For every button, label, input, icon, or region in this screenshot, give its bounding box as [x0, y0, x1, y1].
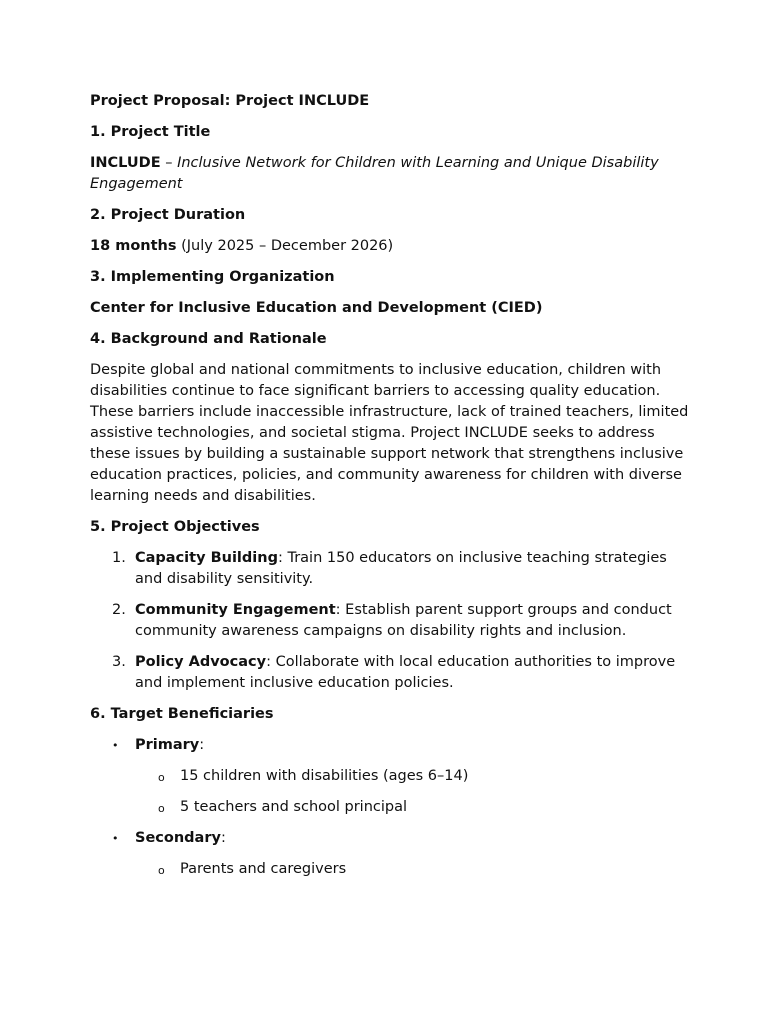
sub-bullet-icon: o — [158, 771, 165, 784]
background-paragraph: Despite global and national commitments to inclusive education, children with disabilities continue to face significant barriers to accessing quality education. These barriers include inaccessible infrastructure, lack of trained teachers, limited assistive technologies, and societal stigma. Project INCLUDE seeks to address these issues by building a sustainable support network that strengthens inclusive education practices, policies, and community awareness for children with diverse learning needs and disabilities. — [90, 362, 689, 504]
organization-name: Center for Inclusive Education and Development (CIED) — [90, 300, 543, 316]
objective-number: 1. — [112, 550, 126, 566]
objective-text: : Collaborate with local education authorities to improve and implement inclusive education policies. — [135, 654, 676, 691]
project-title-paragraph — [90, 153, 690, 195]
beneficiary-item — [135, 766, 690, 787]
project-name: INCLUDE — [90, 155, 161, 171]
beneficiary-group-secondary — [90, 828, 690, 880]
beneficiary-group-label: Primary — [135, 737, 200, 753]
objective-number: 3. — [112, 654, 126, 670]
duration-value: 18 months — [90, 238, 177, 254]
beneficiaries-list — [90, 735, 690, 880]
title-dash: – — [160, 155, 178, 171]
beneficiary-group-label: Secondary — [135, 830, 221, 846]
objective-number: 2. — [112, 602, 126, 618]
label-colon: : — [220, 830, 226, 846]
beneficiary-item-text: Parents and caregivers — [180, 861, 347, 877]
document-page — [90, 91, 690, 890]
beneficiary-item — [135, 859, 690, 880]
beneficiary-item-text: 5 teachers and school principal — [180, 799, 408, 815]
document-title: Project Proposal: Project INCLUDE — [90, 93, 370, 109]
objective-label: Capacity Building — [135, 550, 278, 566]
objective-label: Community Engagement — [135, 602, 336, 618]
project-name-expansion: Inclusive Network for Children with Learning and Unique Disability Engagement — [90, 155, 659, 192]
sub-bullet-icon: o — [158, 802, 165, 815]
bullet-icon: • — [112, 739, 119, 752]
beneficiary-group-primary — [90, 735, 690, 818]
beneficiary-item-text: 15 children with disabilities (ages 6–14) — [180, 768, 469, 784]
objectives-list — [90, 548, 690, 694]
objective-item — [90, 548, 690, 590]
objective-item — [90, 652, 690, 694]
label-colon: : — [199, 737, 205, 753]
primary-beneficiaries-sublist — [135, 766, 690, 818]
secondary-beneficiaries-sublist — [135, 859, 690, 880]
objective-text: : Establish parent support groups and conduct community awareness campaigns on disability rights and inclusion. — [135, 602, 672, 639]
section-heading-project-duration: 2. Project Duration — [90, 207, 246, 223]
beneficiary-item — [135, 797, 690, 818]
objective-item — [90, 600, 690, 642]
section-heading-implementing-organization: 3. Implementing Organization — [90, 269, 335, 285]
section-heading-target-beneficiaries: 6. Target Beneficiaries — [90, 706, 274, 722]
section-heading-objectives: 5. Project Objectives — [90, 519, 260, 535]
bullet-icon: • — [112, 832, 119, 845]
section-heading-background: 4. Background and Rationale — [90, 331, 327, 347]
sub-bullet-icon: o — [158, 864, 165, 877]
section-heading-project-title: 1. Project Title — [90, 124, 211, 140]
objective-label: Policy Advocacy — [135, 654, 267, 670]
duration-range: (July 2025 – December 2026) — [176, 238, 394, 254]
objective-text: : Train 150 educators on inclusive teaching strategies and disability sensitivity. — [135, 550, 667, 587]
project-duration-paragraph — [90, 236, 690, 257]
